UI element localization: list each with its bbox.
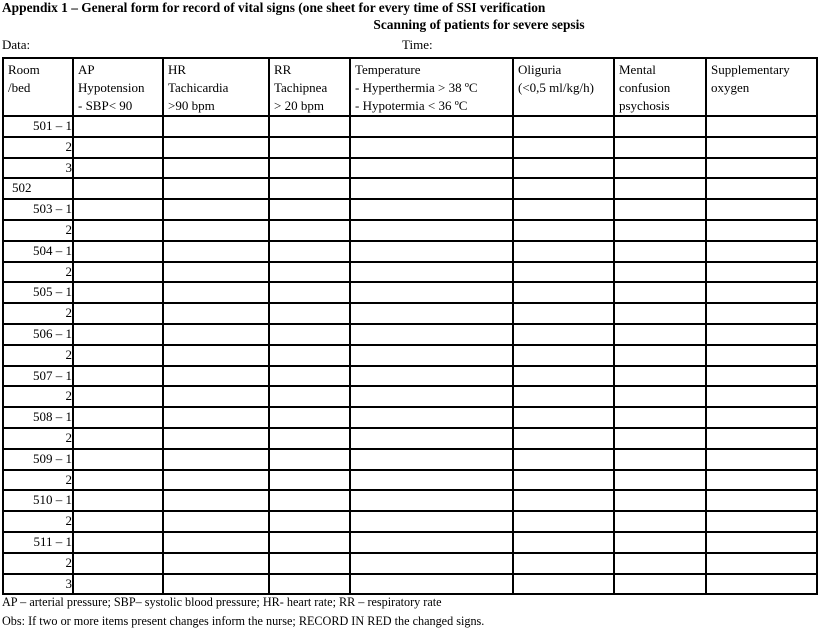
- entry-cell[interactable]: [513, 303, 614, 324]
- entry-cell[interactable]: [706, 470, 817, 491]
- entry-cell[interactable]: [513, 407, 614, 428]
- entry-cell[interactable]: [706, 262, 817, 283]
- entry-cell[interactable]: [513, 449, 614, 470]
- entry-cell[interactable]: [350, 116, 513, 137]
- entry-cell[interactable]: [73, 303, 163, 324]
- entry-cell[interactable]: [614, 158, 706, 179]
- entry-cell[interactable]: [269, 490, 350, 511]
- entry-cell[interactable]: [269, 199, 350, 220]
- entry-cell[interactable]: [706, 345, 817, 366]
- entry-cell[interactable]: [513, 116, 614, 137]
- table-row: [3, 366, 817, 387]
- table-row: [3, 241, 817, 262]
- room-bed-cell: 2: [3, 262, 73, 283]
- entry-cell[interactable]: [163, 178, 269, 199]
- entry-cell[interactable]: [163, 137, 269, 158]
- entry-cell[interactable]: [614, 428, 706, 449]
- entry-cell[interactable]: [163, 199, 269, 220]
- entry-cell[interactable]: [706, 137, 817, 158]
- entry-cell[interactable]: [350, 366, 513, 387]
- entry-cell[interactable]: [269, 137, 350, 158]
- column-header-line: > 20 bpm: [274, 98, 324, 113]
- column-header: [614, 58, 706, 116]
- entry-cell[interactable]: [73, 241, 163, 262]
- entry-cell[interactable]: [350, 511, 513, 532]
- table-header-row: [3, 58, 817, 116]
- entry-cell[interactable]: [706, 428, 817, 449]
- table-row: [3, 490, 817, 511]
- entry-cell[interactable]: [163, 490, 269, 511]
- entry-cell[interactable]: [350, 324, 513, 345]
- entry-cell[interactable]: [706, 532, 817, 553]
- entry-cell[interactable]: [706, 407, 817, 428]
- room-bed-cell: 503 – 1: [3, 199, 73, 220]
- entry-cell[interactable]: [350, 407, 513, 428]
- room-bed-cell: 508 – 1: [3, 407, 73, 428]
- table-row: [3, 470, 817, 491]
- table-row: [3, 220, 817, 241]
- column-header-line: Room: [8, 62, 40, 77]
- entry-cell[interactable]: [513, 553, 614, 574]
- entry-cell[interactable]: [350, 449, 513, 470]
- entry-cell[interactable]: [163, 116, 269, 137]
- column-header-line: Temperature: [355, 62, 421, 77]
- entry-cell[interactable]: [513, 574, 614, 595]
- entry-cell[interactable]: [73, 574, 163, 595]
- time-label: Time:: [402, 37, 433, 52]
- column-header-line: RR: [274, 62, 292, 77]
- room-bed-cell: 2: [3, 345, 73, 366]
- entry-cell[interactable]: [269, 511, 350, 532]
- entry-cell[interactable]: [73, 532, 163, 553]
- entry-cell[interactable]: [614, 241, 706, 262]
- column-header-line: Hypotension: [78, 80, 145, 95]
- entry-cell[interactable]: [513, 532, 614, 553]
- entry-cell[interactable]: [706, 178, 817, 199]
- entry-cell[interactable]: [614, 324, 706, 345]
- entry-cell[interactable]: [706, 158, 817, 179]
- entry-cell[interactable]: [350, 574, 513, 595]
- table-row: [3, 303, 817, 324]
- entry-cell[interactable]: [73, 137, 163, 158]
- entry-cell[interactable]: [163, 324, 269, 345]
- entry-cell[interactable]: [269, 553, 350, 574]
- form-subtitle: Scanning of patients for severe sepsis: [373, 17, 585, 32]
- column-header-line: - SBP< 90: [78, 98, 133, 113]
- entry-cell[interactable]: [706, 449, 817, 470]
- room-bed-cell: 3: [3, 158, 73, 179]
- entry-cell[interactable]: [73, 282, 163, 303]
- room-bed-cell: 501 – 1: [3, 116, 73, 137]
- entry-cell[interactable]: [73, 262, 163, 283]
- entry-cell[interactable]: [163, 428, 269, 449]
- entry-cell[interactable]: [73, 324, 163, 345]
- entry-cell[interactable]: [269, 366, 350, 387]
- entry-cell[interactable]: [269, 220, 350, 241]
- entry-cell[interactable]: [163, 532, 269, 553]
- column-header-line: Oliguria: [518, 62, 562, 77]
- table-row: [3, 553, 817, 574]
- column-header-line: - Hypotermia < 36 ºC: [355, 98, 468, 113]
- column-header-line: Mental: [619, 62, 656, 77]
- entry-cell[interactable]: [350, 386, 513, 407]
- table-row: [3, 574, 817, 595]
- entry-cell[interactable]: [269, 532, 350, 553]
- room-bed-cell: 2: [3, 470, 73, 491]
- entry-cell[interactable]: [163, 449, 269, 470]
- entry-cell[interactable]: [350, 470, 513, 491]
- table-row: [3, 158, 817, 179]
- entry-cell[interactable]: [350, 303, 513, 324]
- entry-cell[interactable]: [513, 199, 614, 220]
- entry-cell[interactable]: [350, 282, 513, 303]
- entry-cell[interactable]: [614, 574, 706, 595]
- room-bed-cell: 504 – 1: [3, 241, 73, 262]
- entry-cell[interactable]: [706, 282, 817, 303]
- entry-cell[interactable]: [706, 324, 817, 345]
- entry-cell[interactable]: [614, 303, 706, 324]
- entry-cell[interactable]: [706, 553, 817, 574]
- entry-cell[interactable]: [269, 449, 350, 470]
- entry-cell[interactable]: [350, 137, 513, 158]
- entry-cell[interactable]: [614, 199, 706, 220]
- entry-cell[interactable]: [614, 553, 706, 574]
- column-header: [350, 58, 513, 116]
- room-bed-cell: 509 – 1: [3, 449, 73, 470]
- entry-cell[interactable]: [269, 282, 350, 303]
- entry-cell[interactable]: [614, 137, 706, 158]
- column-header-line: Tachicardia: [168, 80, 229, 95]
- entry-cell[interactable]: [614, 386, 706, 407]
- room-bed-cell: 510 – 1: [3, 490, 73, 511]
- entry-cell[interactable]: [513, 262, 614, 283]
- entry-cell[interactable]: [269, 262, 350, 283]
- entry-cell[interactable]: [73, 407, 163, 428]
- column-header-line: AP: [78, 62, 95, 77]
- entry-cell[interactable]: [706, 303, 817, 324]
- entry-cell[interactable]: [350, 428, 513, 449]
- entry-cell[interactable]: [706, 220, 817, 241]
- column-header: [163, 58, 269, 116]
- column-header-line: Tachipnea: [274, 80, 328, 95]
- entry-cell[interactable]: [513, 324, 614, 345]
- entry-cell[interactable]: [163, 386, 269, 407]
- entry-cell[interactable]: [269, 386, 350, 407]
- entry-cell[interactable]: [513, 282, 614, 303]
- entry-cell[interactable]: [513, 241, 614, 262]
- entry-cell[interactable]: [269, 158, 350, 179]
- table-row: [3, 386, 817, 407]
- entry-cell[interactable]: [614, 282, 706, 303]
- entry-cell[interactable]: [269, 407, 350, 428]
- entry-cell[interactable]: [614, 511, 706, 532]
- entry-cell[interactable]: [513, 345, 614, 366]
- table-row: [3, 532, 817, 553]
- entry-cell[interactable]: [706, 511, 817, 532]
- entry-cell[interactable]: [350, 178, 513, 199]
- entry-cell[interactable]: [513, 220, 614, 241]
- entry-cell[interactable]: [163, 220, 269, 241]
- entry-cell[interactable]: [73, 116, 163, 137]
- entry-cell[interactable]: [73, 470, 163, 491]
- entry-cell[interactable]: [614, 532, 706, 553]
- entry-cell[interactable]: [269, 241, 350, 262]
- entry-cell[interactable]: [614, 490, 706, 511]
- room-bed-cell: 505 – 1: [3, 282, 73, 303]
- room-bed-cell: 3: [3, 574, 73, 595]
- entry-cell[interactable]: [706, 386, 817, 407]
- entry-cell[interactable]: [73, 158, 163, 179]
- entry-cell[interactable]: [163, 282, 269, 303]
- entry-cell[interactable]: [614, 116, 706, 137]
- entry-cell[interactable]: [269, 303, 350, 324]
- entry-cell[interactable]: [350, 199, 513, 220]
- room-bed-cell: 2: [3, 553, 73, 574]
- entry-cell[interactable]: [614, 178, 706, 199]
- entry-cell[interactable]: [513, 428, 614, 449]
- entry-cell[interactable]: [163, 241, 269, 262]
- column-header: [269, 58, 350, 116]
- room-bed-cell: 511 – 1: [3, 532, 73, 553]
- room-bed-cell: 2: [3, 137, 73, 158]
- table-row: [3, 511, 817, 532]
- entry-cell[interactable]: [269, 178, 350, 199]
- entry-cell[interactable]: [513, 178, 614, 199]
- column-header: [513, 58, 614, 116]
- entry-cell[interactable]: [614, 470, 706, 491]
- column-header: [706, 58, 817, 116]
- table-row: [3, 116, 817, 137]
- entry-cell[interactable]: [163, 303, 269, 324]
- entry-cell[interactable]: [73, 511, 163, 532]
- entry-cell[interactable]: [614, 262, 706, 283]
- entry-cell[interactable]: [269, 574, 350, 595]
- abbreviation-footnote: AP – arterial pressure; SBP– systolic blood pressure; HR- heart rate; RR – respiratory rate: [2, 595, 442, 609]
- entry-cell[interactable]: [513, 386, 614, 407]
- entry-cell[interactable]: [163, 366, 269, 387]
- entry-cell[interactable]: [350, 490, 513, 511]
- room-bed-cell: 2: [3, 303, 73, 324]
- column-header-line: >90 bpm: [168, 98, 215, 113]
- entry-cell[interactable]: [73, 553, 163, 574]
- entry-cell[interactable]: [163, 345, 269, 366]
- entry-cell[interactable]: [73, 449, 163, 470]
- entry-cell[interactable]: [706, 366, 817, 387]
- entry-cell[interactable]: [163, 262, 269, 283]
- entry-cell[interactable]: [73, 199, 163, 220]
- entry-cell[interactable]: [614, 407, 706, 428]
- entry-cell[interactable]: [513, 511, 614, 532]
- entry-cell[interactable]: [73, 178, 163, 199]
- entry-cell[interactable]: [73, 345, 163, 366]
- entry-cell[interactable]: [706, 199, 817, 220]
- entry-cell[interactable]: [706, 490, 817, 511]
- entry-cell[interactable]: [350, 241, 513, 262]
- entry-cell[interactable]: [269, 116, 350, 137]
- entry-cell[interactable]: [706, 241, 817, 262]
- table-row: [3, 428, 817, 449]
- column-header-line: confusion: [619, 80, 671, 95]
- entry-cell[interactable]: [73, 428, 163, 449]
- entry-cell[interactable]: [269, 470, 350, 491]
- column-header-line: Supplementary: [711, 62, 790, 77]
- form-title: Appendix 1 – General form for record of vital signs (one sheet for every time of SSI verification: [2, 0, 546, 15]
- column-header-line: psychosis: [619, 98, 670, 113]
- table-row: [3, 262, 817, 283]
- entry-cell[interactable]: [350, 345, 513, 366]
- entry-cell[interactable]: [269, 428, 350, 449]
- entry-cell[interactable]: [73, 366, 163, 387]
- entry-cell[interactable]: [73, 220, 163, 241]
- entry-cell[interactable]: [163, 511, 269, 532]
- entry-cell[interactable]: [350, 553, 513, 574]
- column-header: [3, 58, 73, 116]
- entry-cell[interactable]: [614, 220, 706, 241]
- entry-cell[interactable]: [513, 490, 614, 511]
- column-header: [73, 58, 163, 116]
- entry-cell[interactable]: [513, 366, 614, 387]
- entry-cell[interactable]: [614, 449, 706, 470]
- table-row: [3, 324, 817, 345]
- entry-cell[interactable]: [163, 470, 269, 491]
- entry-cell[interactable]: [350, 532, 513, 553]
- vital-signs-table: [2, 57, 818, 595]
- table-row: [3, 407, 817, 428]
- observation-footnote: Obs: If two or more items present changes inform the nurse; RECORD IN RED the changed signs.: [2, 614, 485, 628]
- room-bed-cell: 2: [3, 428, 73, 449]
- room-bed-cell: 2: [3, 220, 73, 241]
- entry-cell[interactable]: [163, 553, 269, 574]
- entry-cell[interactable]: [163, 407, 269, 428]
- entry-cell[interactable]: [73, 386, 163, 407]
- entry-cell[interactable]: [350, 220, 513, 241]
- column-header-line: - Hyperthermia > 38 ºC: [355, 80, 478, 95]
- table-row: [3, 178, 817, 199]
- entry-cell[interactable]: [513, 158, 614, 179]
- room-bed-cell: 507 – 1: [3, 366, 73, 387]
- table-row: [3, 137, 817, 158]
- room-bed-cell: 506 – 1: [3, 324, 73, 345]
- table-row: [3, 449, 817, 470]
- entry-cell[interactable]: [269, 324, 350, 345]
- entry-cell[interactable]: [513, 137, 614, 158]
- entry-cell[interactable]: [706, 116, 817, 137]
- entry-cell[interactable]: [163, 158, 269, 179]
- date-label: Data:: [2, 37, 31, 52]
- entry-cell[interactable]: [350, 158, 513, 179]
- table-row: [3, 345, 817, 366]
- entry-cell[interactable]: [163, 574, 269, 595]
- room-bed-cell: 2: [3, 386, 73, 407]
- entry-cell[interactable]: [269, 345, 350, 366]
- entry-cell[interactable]: [73, 490, 163, 511]
- column-header-line: oxygen: [711, 80, 750, 95]
- table-row: [3, 199, 817, 220]
- entry-cell[interactable]: [350, 262, 513, 283]
- entry-cell[interactable]: [513, 470, 614, 491]
- entry-cell[interactable]: [706, 574, 817, 595]
- entry-cell[interactable]: [614, 345, 706, 366]
- room-bed-cell: 2: [3, 511, 73, 532]
- column-header-line: (<0,5 ml/kg/h): [518, 80, 594, 95]
- entry-cell[interactable]: [614, 366, 706, 387]
- column-header-line: /bed: [8, 80, 31, 95]
- column-header-line: HR: [168, 62, 187, 77]
- room-bed-cell: 502: [3, 178, 73, 199]
- table-row: [3, 282, 817, 303]
